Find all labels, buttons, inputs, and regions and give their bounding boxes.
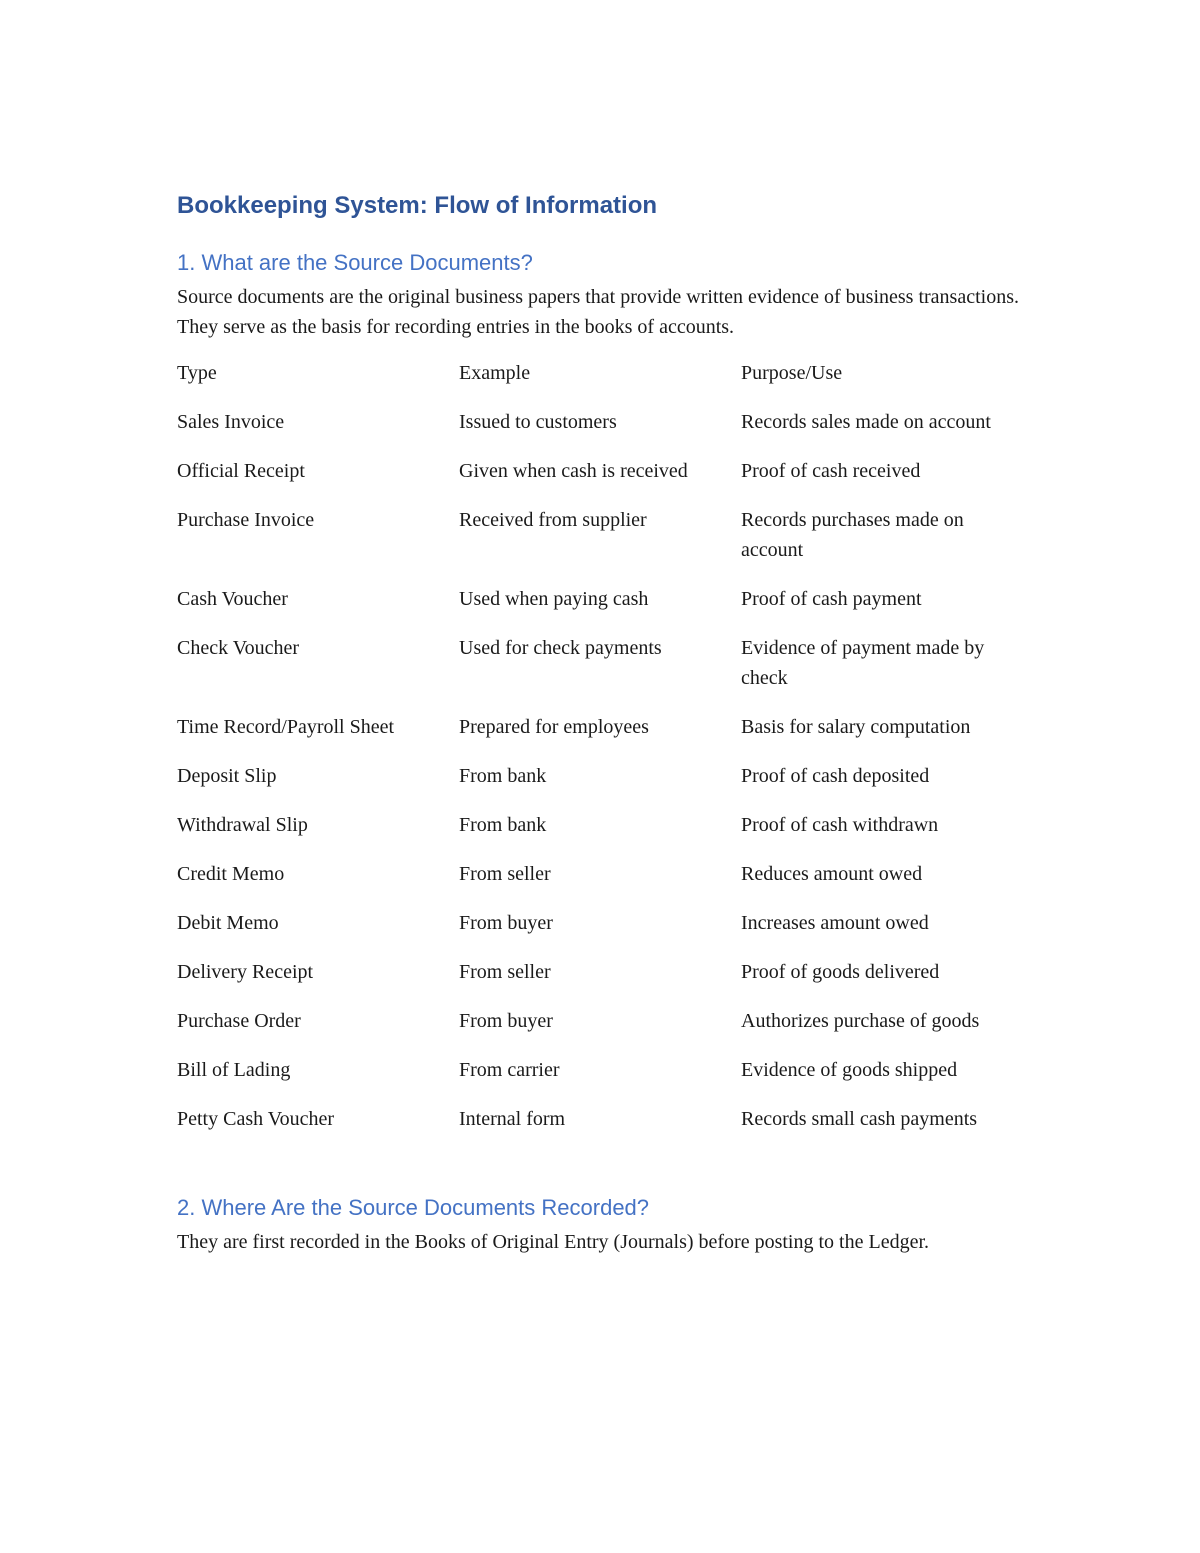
section1-heading: 1. What are the Source Documents? [177,250,533,275]
document-page [177,190,1027,1257]
cell-example: Prepared for employees [459,716,649,738]
cell-example: Issued to customers [459,411,617,433]
table-row [177,456,1011,505]
column-header-purpose: Purpose/Use [741,362,843,384]
table-row [177,1104,1011,1153]
cell-example: Internal form [459,1108,566,1130]
cell-type: Purchase Invoice [177,509,315,531]
cell-type: Official Receipt [177,460,305,482]
column-header-type: Type [177,362,217,384]
table-row [177,407,1011,456]
table-row [177,1055,1011,1104]
cell-type: Deposit Slip [177,765,277,787]
cell-purpose: Proof of cash received [741,460,921,482]
cell-purpose: Proof of cash withdrawn [741,814,939,836]
cell-example: Received from supplier [459,509,647,531]
cell-purpose: Evidence of payment made by check [741,637,985,689]
cell-purpose: Evidence of goods shipped [741,1059,958,1081]
table-row [177,761,1011,810]
cell-purpose: Basis for salary computation [741,716,971,738]
section1-intro: Source documents are the original business papers that provide written evidence of business transactions. They serve as the basis for recording entries in the books of accounts. [177,286,1019,338]
table-row [177,505,1011,584]
cell-purpose: Reduces amount owed [741,863,923,885]
cell-type: Time Record/Payroll Sheet [177,716,395,738]
table-row [177,908,1011,957]
table-header-row [177,358,1011,407]
cell-type: Delivery Receipt [177,961,314,983]
cell-purpose: Proof of cash payment [741,588,922,610]
cell-type: Purchase Order [177,1010,301,1032]
cell-example: From bank [459,765,547,787]
cell-example: From buyer [459,912,553,934]
section2-body: They are first recorded in the Books of Original Entry (Journals) before posting to the Ledger. [177,1231,930,1253]
cell-example: From bank [459,814,547,836]
table-row [177,810,1011,859]
cell-type: Bill of Lading [177,1059,291,1081]
table-row [177,712,1011,761]
column-header-example: Example [459,362,531,384]
cell-example: Given when cash is received [459,460,688,482]
cell-purpose: Proof of cash deposited [741,765,930,787]
cell-purpose: Records purchases made on account [741,509,964,561]
table-row [177,584,1011,633]
cell-purpose: Records small cash payments [741,1108,978,1130]
table-row [177,1006,1011,1055]
cell-example: Used for check payments [459,637,662,659]
cell-example: From seller [459,863,551,885]
cell-type: Withdrawal Slip [177,814,308,836]
table-row [177,633,1011,712]
cell-example: Used when paying cash [459,588,649,610]
cell-type: Sales Invoice [177,411,285,433]
cell-purpose: Authorizes purchase of goods [741,1010,980,1032]
table-row [177,957,1011,1006]
cell-example: From carrier [459,1059,560,1081]
cell-purpose: Proof of goods delivered [741,961,940,983]
cell-type: Petty Cash Voucher [177,1108,335,1130]
section2-heading: 2. Where Are the Source Documents Recorded? [177,1195,650,1220]
cell-example: From seller [459,961,551,983]
cell-type: Cash Voucher [177,588,288,610]
cell-example: From buyer [459,1010,553,1032]
document-title: Bookkeeping System: Flow of Information [177,192,658,219]
cell-type: Check Voucher [177,637,300,659]
table-row [177,859,1011,908]
cell-type: Debit Memo [177,912,279,934]
cell-type: Credit Memo [177,863,285,885]
cell-purpose: Records sales made on account [741,411,991,433]
source-documents-table [177,358,1011,1153]
cell-purpose: Increases amount owed [741,912,929,934]
